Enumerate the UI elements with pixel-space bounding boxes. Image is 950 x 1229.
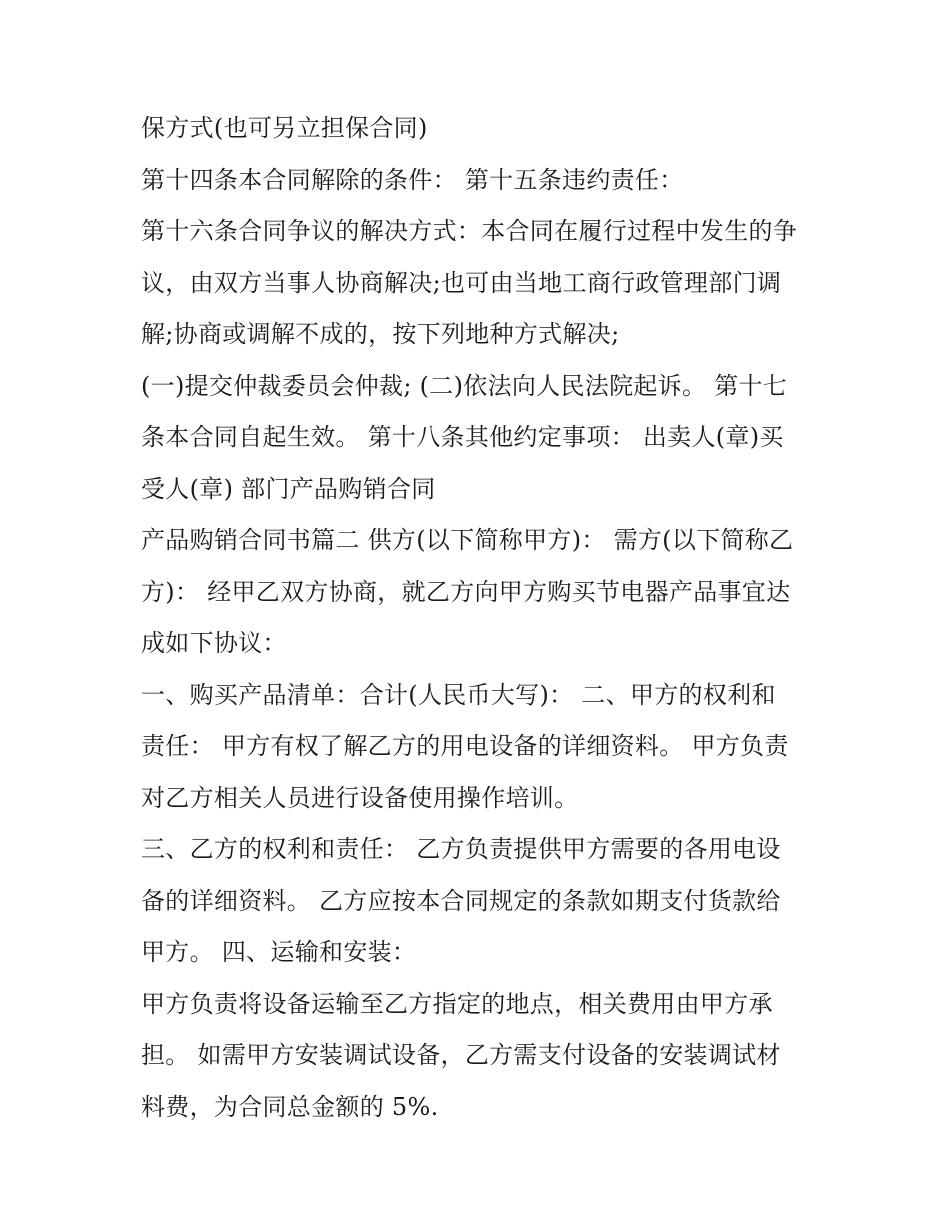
document-body (141, 103, 821, 1133)
text-line: (一)提交仲裁委员会仲裁; (二)依法向人民法院起诉。 第十七 (141, 371, 788, 400)
text-line: 议，由双方当事人协商解决;也可由当地工商行政管理部门调 (141, 268, 782, 297)
text-line: 担。 如需甲方安装调试设备，乙方需支付设备的安装调试材 (141, 1041, 781, 1069)
text-line: 第十六条合同争议的解决方式：本合同在履行过程中发生的争 (141, 217, 798, 245)
text-line: 第十四条本合同解除的条件： 第十五条违约责任： (141, 165, 684, 194)
text-line: 产品购销合同书篇二 供方(以下简称甲方)： 需方(以下简称乙 (141, 526, 794, 554)
text-line: 甲方负责将设备运输至乙方指定的地点，相关费用由甲方承 (141, 989, 773, 1018)
text-line: 成如下协议： (141, 629, 287, 657)
text-line: 责任： 甲方有权了解乙方的用电设备的详细资料。 甲方负责 (141, 732, 789, 760)
text-line: 料费，为合同总金额的 5%. (141, 1092, 439, 1121)
text-line: 方)： 经甲乙双方协商，就乙方向甲方购买节电器产品事宜达 (141, 577, 791, 606)
text-line: 甲方。 四、运输和安装： (141, 938, 417, 966)
text-line: 对乙方相关人员进行设备使用操作培训。 (141, 783, 579, 812)
text-line: 保方式(也可另立担保合同) (141, 114, 428, 142)
text-line: 备的详细资料。 乙方应按本合同规定的条款如期支付货款给 (141, 886, 781, 915)
text-line: 解;协商或调解不成的，按下列地种方式解决; (141, 320, 620, 348)
text-line: 一、购买产品清单：合计(人民币大写)： 二、甲方的权利和 (141, 680, 776, 709)
text-line: 受人(章) 部门产品购销合同 (141, 474, 436, 503)
text-line: 条本合同自起生效。 第十八条其他约定事项： 出卖人(章)买 (141, 423, 784, 451)
text-line: 三、乙方的权利和责任： 乙方负责提供甲方需要的各用电设 (141, 835, 781, 863)
